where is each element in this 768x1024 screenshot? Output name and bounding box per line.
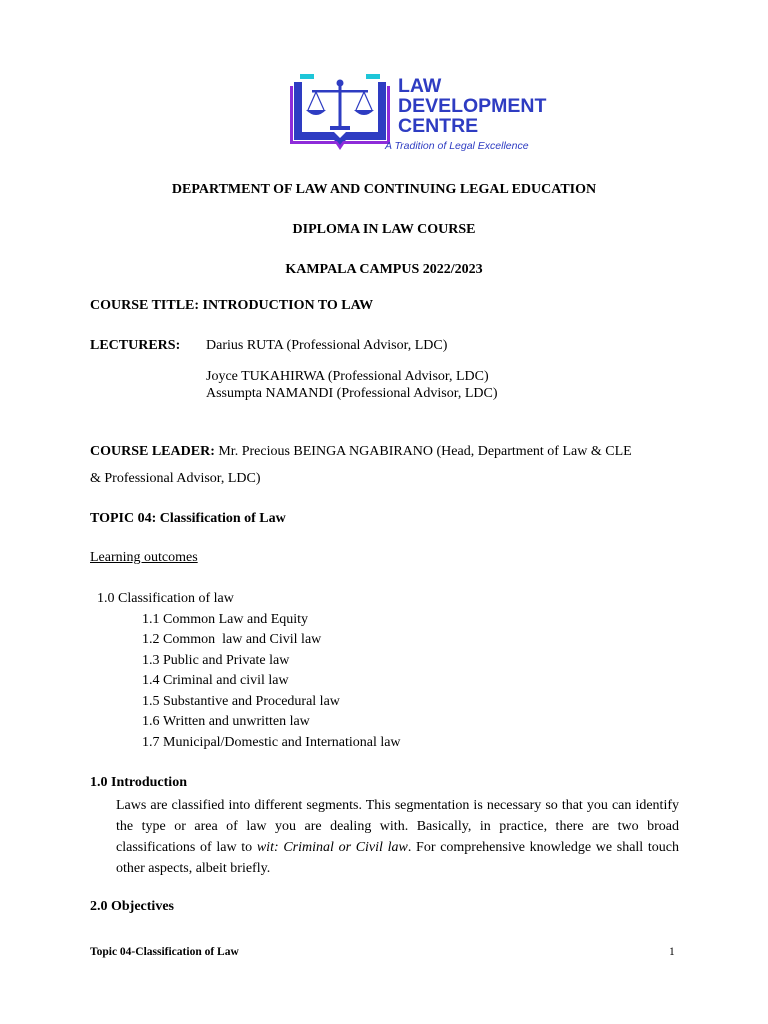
outcome-item (142, 714, 310, 730)
introduction-paragraph (116, 795, 679, 879)
course-leader-continued: & Professional Advisor, LDC) (90, 471, 261, 486)
outcome-item (142, 632, 321, 648)
outcome-label: Common Law and Equity (163, 612, 309, 627)
outcome-main (97, 591, 234, 607)
campus-heading: KAMPALA CAMPUS 2022/2023 (285, 262, 483, 277)
outcome-item (142, 612, 308, 628)
course-title: COURSE TITLE: INTRODUCTION TO LAW (90, 298, 374, 313)
outcome-number: 1.5 (142, 694, 160, 709)
outcome-number: 1.1 (142, 612, 160, 627)
logo-line-3: CENTRE (398, 115, 479, 137)
section-title: Objectives (111, 899, 174, 914)
section-number: 2.0 (90, 899, 108, 914)
scales-of-justice-icon (290, 72, 390, 156)
outcome-item (142, 735, 401, 751)
outcome-label: Classification of law (118, 591, 234, 606)
logo-tagline: A Tradition of Legal Excellence (385, 140, 529, 152)
outcome-label: Criminal and civil law (163, 673, 289, 688)
outcome-number: 1.2 (142, 632, 160, 647)
outcome-label: Public and Private law (163, 653, 290, 668)
outcome-label: Written and unwritten law (163, 714, 310, 729)
paragraph-text: . For comprehensive knowledge we shall touch other aspects, albeit briefly. (116, 840, 679, 876)
outcome-label: Common law and Civil law (163, 632, 322, 647)
lecturer-name: Darius RUTA (Professional Advisor, LDC) (206, 338, 448, 353)
logo-line-2: DEVELOPMENT (398, 95, 547, 117)
course-leader (90, 444, 632, 460)
outcome-item (142, 653, 289, 669)
page-number: 1 (669, 946, 675, 958)
lecturers-label: LECTURERS: (90, 338, 181, 353)
section-number: 1.0 (90, 775, 108, 790)
section-title: Introduction (111, 775, 187, 790)
outcome-number: 1.4 (142, 673, 160, 688)
footer-topic: Topic 04-Classification of Law (90, 946, 239, 958)
topic-title: Classification of Law (159, 511, 286, 526)
lecturer-name: Assumpta NAMANDI (Professional Advisor, LDC) (206, 386, 498, 401)
outcome-number: 1.6 (142, 714, 160, 729)
course-leader-label: COURSE LEADER: (90, 444, 215, 459)
outcome-label: Substantive and Procedural law (163, 694, 340, 709)
outcome-item (142, 673, 289, 689)
ldc-logo (290, 72, 547, 156)
objectives-heading (90, 899, 174, 915)
learning-outcomes-heading: Learning outcomes (90, 550, 198, 565)
introduction-heading (90, 775, 187, 791)
logo-wordmark (398, 76, 546, 136)
lecturer-name: Joyce TUKAHIRWA (Professional Advisor, LDC) (206, 369, 489, 384)
topic-label: TOPIC 04: (90, 511, 160, 526)
outcome-item (142, 694, 340, 710)
course-leader-text: Mr. Precious BEINGA NGABIRANO (Head, Department of Law & CLE (214, 444, 632, 459)
department-heading: DEPARTMENT OF LAW AND CONTINUING LEGAL EDUCATION (171, 182, 597, 197)
paragraph-emphasis: wit: Criminal or Civil law (256, 840, 408, 855)
programme-heading: DIPLOMA IN LAW COURSE (292, 222, 476, 237)
outcome-number: 1.0 (97, 591, 115, 606)
paragraph-text: Laws are classified into different segments. This segmentation is necessary so that you can identify the type or area of law you are dealing with. Basically, in practice, there are two broad classifications of law to (116, 798, 679, 855)
topic-heading (90, 511, 286, 527)
outcome-number: 1.3 (142, 653, 160, 668)
outcome-number: 1.7 (142, 735, 160, 750)
logo-line-1: LAW (398, 75, 442, 97)
outcome-label: Municipal/Domestic and International law (163, 735, 401, 750)
